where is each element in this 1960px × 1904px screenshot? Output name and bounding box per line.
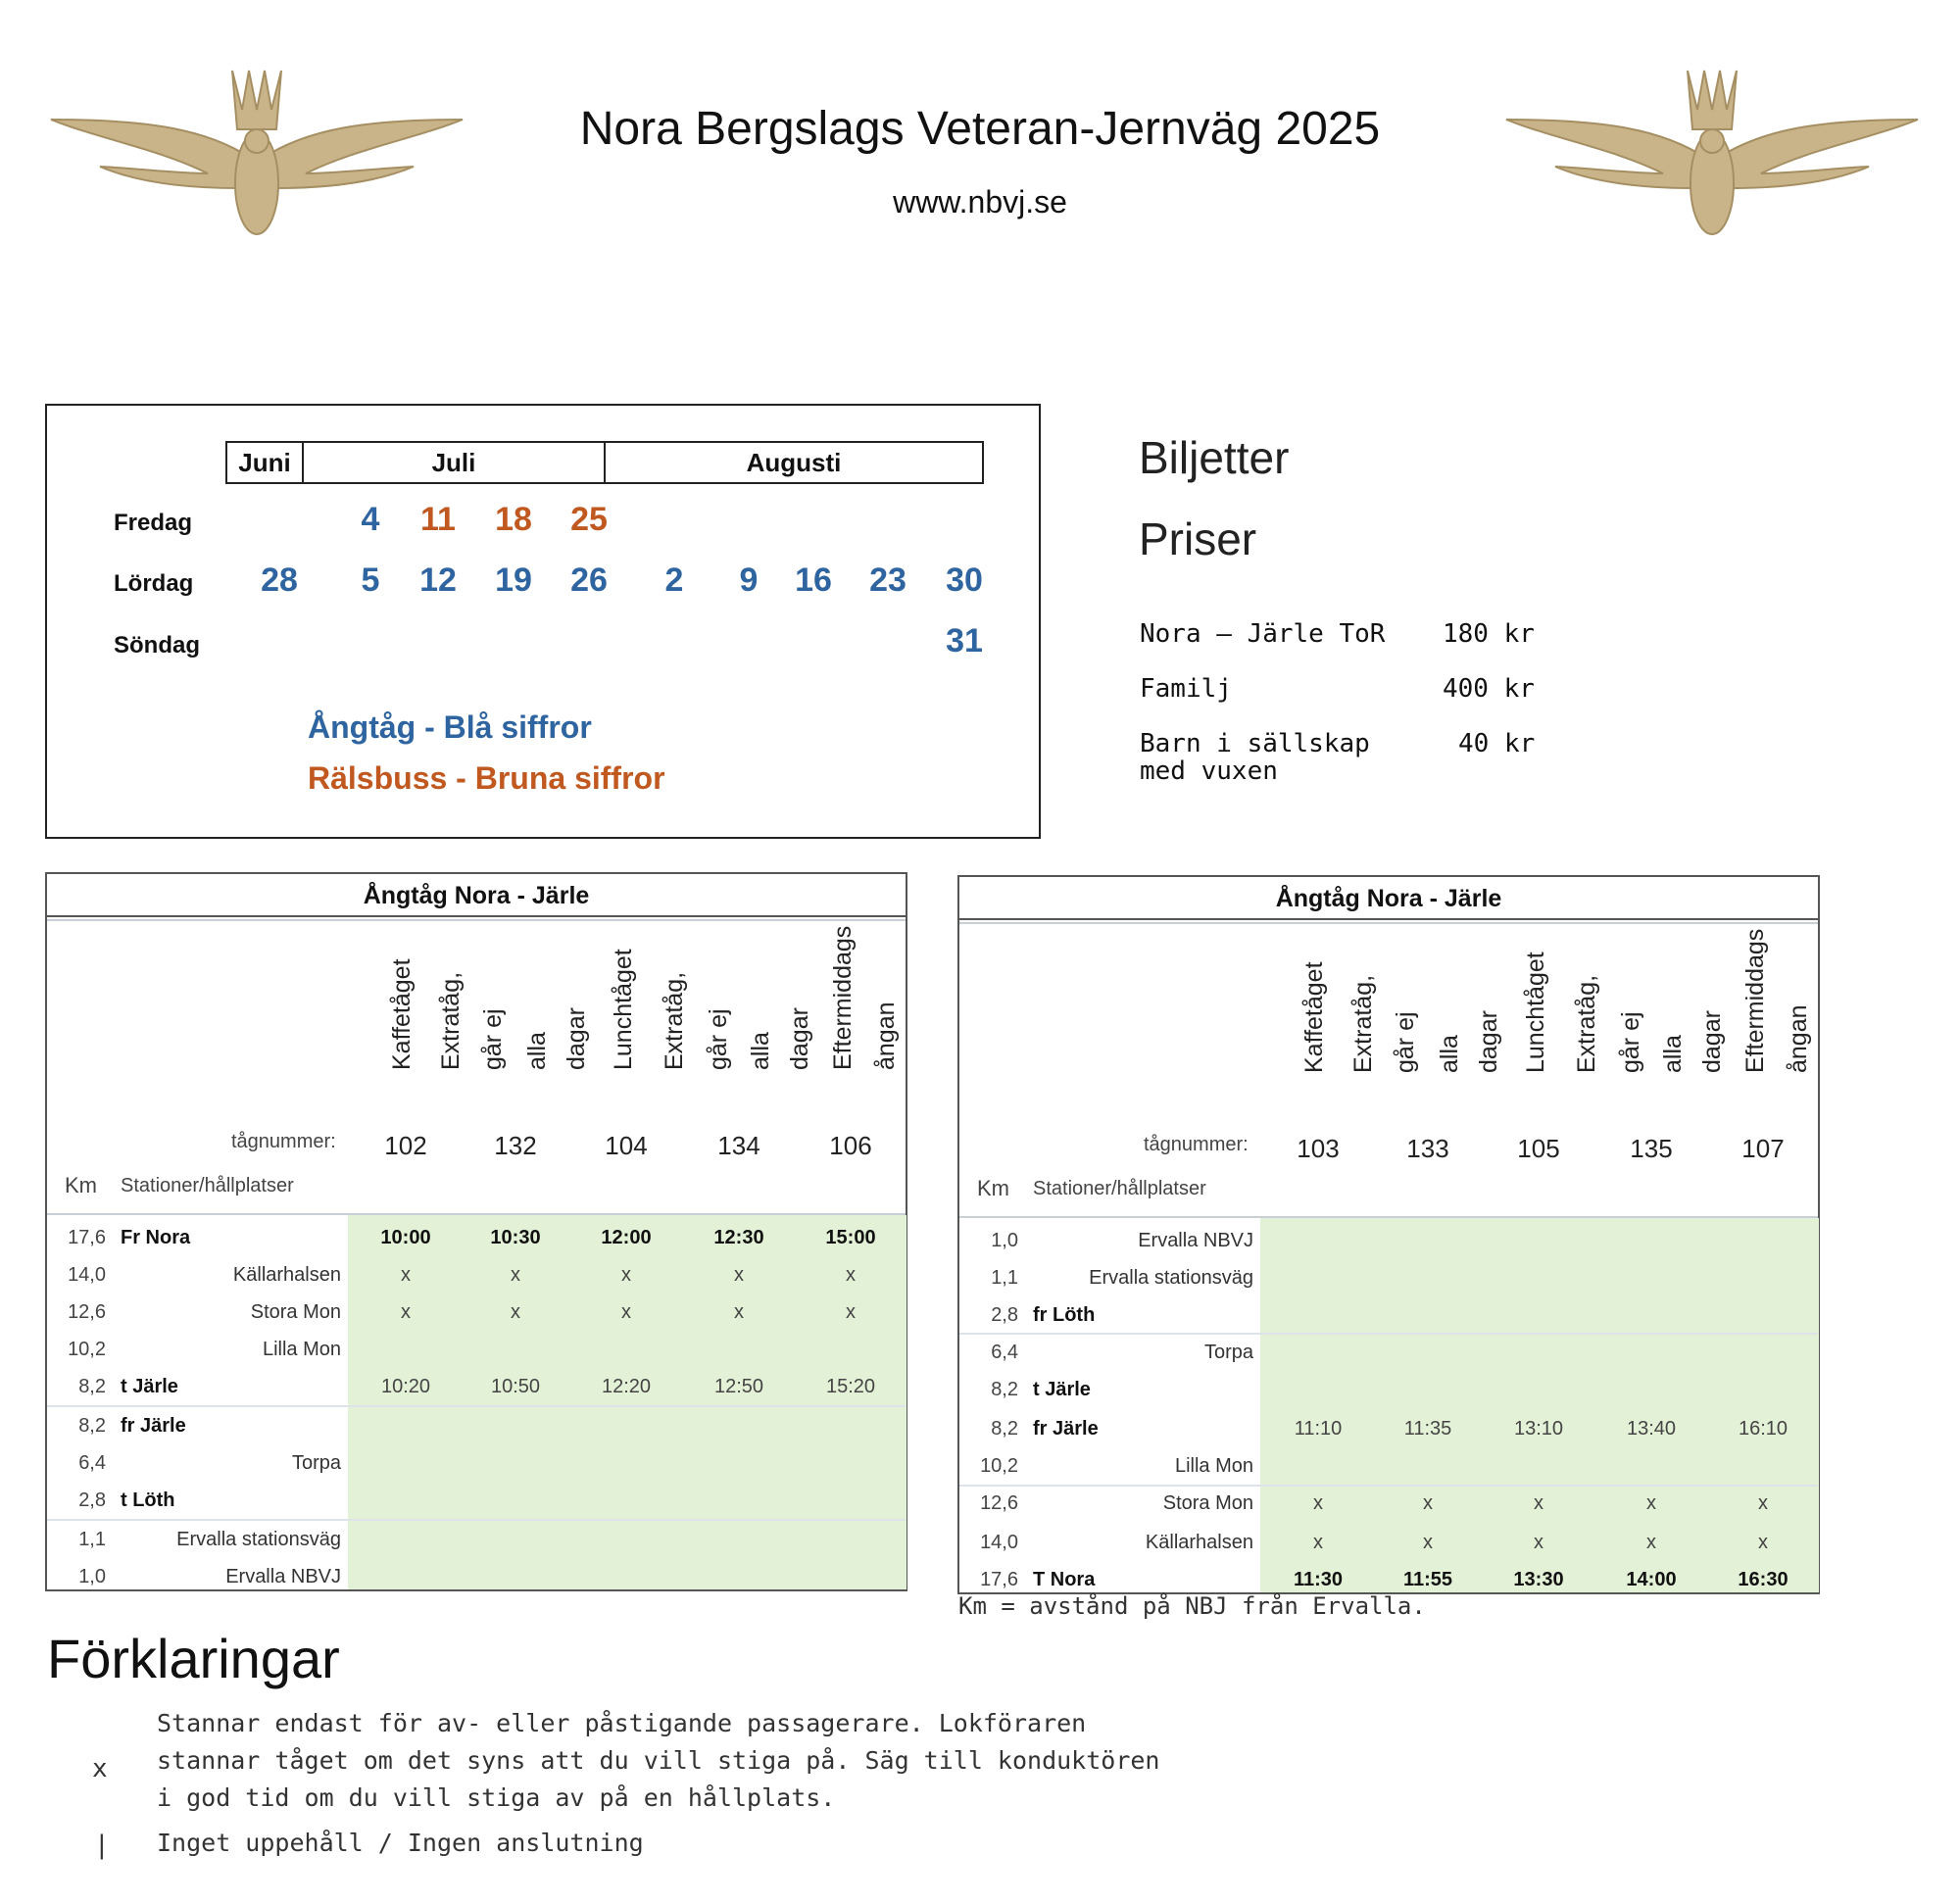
time-cell: x bbox=[1646, 1492, 1656, 1514]
station-name: Torpa bbox=[1203, 1342, 1253, 1363]
train-number: 102 bbox=[384, 1131, 427, 1160]
km-value: 14,0 bbox=[980, 1532, 1018, 1553]
time-cell: 11:55 bbox=[1402, 1569, 1453, 1590]
calendar-date: 31 bbox=[946, 622, 983, 659]
time-cell: x bbox=[1758, 1492, 1768, 1514]
calendar-date: 9 bbox=[739, 561, 759, 599]
column-header-text: Kaffetåget bbox=[1300, 961, 1328, 1073]
time-cell: 12:30 bbox=[713, 1227, 764, 1248]
time-cell: 11:35 bbox=[1403, 1418, 1452, 1440]
km-value: 8,2 bbox=[991, 1418, 1018, 1440]
column-header-text: alla bbox=[747, 1032, 774, 1070]
column-header-text: dagar bbox=[563, 1007, 590, 1070]
time-cell: x bbox=[401, 1264, 411, 1286]
page-title: Nora Bergslags Veteran-Jernväg 2025 bbox=[579, 103, 1381, 155]
km-value: 6,4 bbox=[991, 1342, 1018, 1363]
stations-header: Stationer/hållplatser bbox=[121, 1175, 294, 1196]
column-header-text: alla bbox=[1436, 1035, 1463, 1073]
km-value: 1,0 bbox=[78, 1566, 106, 1587]
column-header-text: går ej bbox=[1617, 1011, 1644, 1073]
station-name: fr Järle bbox=[121, 1415, 186, 1437]
km-value: 2,8 bbox=[78, 1489, 106, 1511]
column-header bbox=[705, 1008, 744, 1070]
time-cell: x bbox=[1423, 1492, 1433, 1514]
km-value: 12,6 bbox=[68, 1301, 106, 1323]
day-lordag: Lördag bbox=[114, 570, 194, 597]
price-label-barn-2: med vuxen bbox=[1140, 757, 1278, 786]
column-header bbox=[563, 1007, 602, 1070]
station-name: Ervalla stationsväg bbox=[1089, 1267, 1253, 1289]
explanations-heading: Förklaringar bbox=[47, 1628, 340, 1689]
time-cell: 15:00 bbox=[825, 1227, 876, 1248]
column-header bbox=[829, 925, 868, 1070]
column-header-text: ångan bbox=[1785, 1004, 1812, 1073]
explanation-x-text: Stannar endast för av- eller påstigande passagerare. Lokföraren stannar tåget om det syns att du vill stiga på. Säg till konduktören i god tid om du vill stiga av på en hållplats. bbox=[157, 1709, 1160, 1812]
symbol-x: x bbox=[92, 1754, 108, 1783]
timetable-title: Ångtåg Nora - Järle bbox=[47, 874, 906, 917]
time-cell: x bbox=[846, 1301, 856, 1323]
column-header-text: Lunchtåget bbox=[1522, 952, 1549, 1073]
column-header-text: Eftermiddags bbox=[829, 925, 857, 1070]
column-header bbox=[1436, 1034, 1475, 1073]
time-cell: 10:50 bbox=[490, 1376, 541, 1397]
group-divider bbox=[47, 1405, 906, 1407]
time-cell: x bbox=[621, 1264, 631, 1286]
km-value: 2,8 bbox=[991, 1304, 1018, 1326]
group-divider bbox=[959, 1333, 1818, 1335]
time-cell: 13:30 bbox=[1513, 1569, 1564, 1590]
day-fredag: Fredag bbox=[114, 510, 193, 536]
station-name: Lilla Mon bbox=[262, 1339, 341, 1360]
km-value: 8,2 bbox=[78, 1376, 106, 1397]
calendar-date: 4 bbox=[361, 501, 380, 538]
time-cell: 12:00 bbox=[601, 1227, 652, 1248]
column-header-text: Extratåg, bbox=[1573, 974, 1600, 1073]
timetable-title: Ångtåg Nora - Järle bbox=[959, 877, 1818, 920]
prices-heading: Priser bbox=[1139, 513, 1257, 564]
price-value-tor: 180 kr bbox=[1443, 619, 1535, 649]
train-number: 134 bbox=[717, 1131, 760, 1160]
time-cell: x bbox=[1758, 1532, 1768, 1553]
calendar-date: 30 bbox=[946, 561, 983, 599]
explanation-pipe-text: Inget uppehåll / Ingen anslutning bbox=[157, 1829, 644, 1857]
price-value-familj: 400 kr bbox=[1443, 674, 1535, 704]
column-header bbox=[661, 971, 700, 1070]
time-cell: 11:10 bbox=[1294, 1418, 1343, 1440]
km-header: Km bbox=[977, 1176, 1009, 1200]
calendar-date: 2 bbox=[664, 561, 684, 599]
group-divider bbox=[47, 1519, 906, 1521]
calendar-date: 25 bbox=[570, 501, 608, 538]
km-value: 10,2 bbox=[980, 1455, 1018, 1477]
station-name: Ervalla NBVJ bbox=[1138, 1230, 1253, 1251]
train-number: 133 bbox=[1406, 1134, 1449, 1163]
km-value: 8,2 bbox=[991, 1379, 1018, 1400]
km-value: 8,2 bbox=[78, 1415, 106, 1437]
column-header-text: går ej bbox=[705, 1008, 732, 1070]
train-number: 132 bbox=[494, 1131, 537, 1160]
time-cell: x bbox=[1423, 1532, 1433, 1553]
station-name: Torpa bbox=[291, 1452, 341, 1474]
km-value: 17,6 bbox=[980, 1569, 1018, 1590]
train-number: 107 bbox=[1741, 1134, 1785, 1163]
km-value: 1,1 bbox=[78, 1529, 106, 1550]
column-header bbox=[1573, 974, 1612, 1073]
group-divider bbox=[959, 1485, 1818, 1487]
column-header-text: dagar bbox=[1698, 1010, 1726, 1073]
station-name: Stora Mon bbox=[250, 1301, 341, 1323]
km-value: 1,1 bbox=[991, 1267, 1018, 1289]
column-header-text: alla bbox=[1659, 1035, 1687, 1073]
time-cell: x bbox=[1313, 1532, 1323, 1553]
station-name: t Järle bbox=[121, 1376, 178, 1397]
stations-header: Stationer/hållplatser bbox=[1033, 1178, 1206, 1199]
column-header bbox=[610, 949, 649, 1070]
km-footnote: Km = avstånd på NBJ från Ervalla. bbox=[958, 1592, 1426, 1620]
column-header-text: Extratåg, bbox=[661, 971, 688, 1070]
km-value: 14,0 bbox=[68, 1264, 106, 1286]
month-juni: Juni bbox=[225, 441, 304, 484]
header-divider bbox=[47, 919, 906, 921]
time-cell: 16:10 bbox=[1738, 1418, 1788, 1440]
column-header-text: går ej bbox=[479, 1008, 507, 1070]
price-label-tor: Nora – Järle ToR bbox=[1140, 619, 1386, 649]
calendar-date: 28 bbox=[261, 561, 298, 599]
km-value: 17,6 bbox=[68, 1227, 106, 1248]
station-name: t Järle bbox=[1033, 1379, 1091, 1400]
column-header-text: Extratåg, bbox=[1349, 974, 1377, 1073]
time-cell: 11:30 bbox=[1293, 1569, 1344, 1590]
station-name: t Löth bbox=[121, 1489, 175, 1511]
column-header bbox=[747, 1031, 786, 1070]
time-cell: x bbox=[1313, 1492, 1323, 1514]
tagnummer-label: tågnummer: bbox=[231, 1131, 336, 1152]
column-header bbox=[1522, 952, 1561, 1073]
column-header bbox=[1392, 1011, 1431, 1073]
station-name: T Nora bbox=[1033, 1569, 1096, 1590]
column-header bbox=[479, 1008, 518, 1070]
station-name: Ervalla NBVJ bbox=[225, 1566, 341, 1587]
km-value: 6,4 bbox=[78, 1452, 106, 1474]
calendar-date: 23 bbox=[869, 561, 906, 599]
calendar-date: 19 bbox=[495, 561, 532, 599]
time-cell: 10:30 bbox=[490, 1227, 541, 1248]
column-header bbox=[1698, 1010, 1738, 1073]
column-header-text: Extratåg, bbox=[437, 971, 465, 1070]
time-cell: x bbox=[734, 1264, 744, 1286]
station-name: Ervalla stationsväg bbox=[176, 1529, 341, 1550]
calendar-date: 5 bbox=[361, 561, 380, 599]
column-header bbox=[1475, 1010, 1514, 1073]
time-cell: x bbox=[1534, 1492, 1544, 1514]
km-value: 12,6 bbox=[980, 1492, 1018, 1514]
symbol-pipe: | bbox=[94, 1831, 110, 1860]
station-name: Källarhalsen bbox=[1145, 1532, 1253, 1553]
time-cell: x bbox=[1646, 1532, 1656, 1553]
header-divider bbox=[959, 922, 1818, 924]
time-cell: 14:00 bbox=[1626, 1569, 1677, 1590]
train-number: 106 bbox=[829, 1131, 872, 1160]
day-sondag: Söndag bbox=[114, 632, 200, 659]
calendar-date: 12 bbox=[419, 561, 457, 599]
calendar-date: 11 bbox=[420, 501, 456, 538]
time-cell: 12:20 bbox=[601, 1376, 652, 1397]
train-number: 104 bbox=[605, 1131, 648, 1160]
calendar-date: 16 bbox=[795, 561, 832, 599]
column-header-text: Kaffetåget bbox=[388, 958, 416, 1070]
train-number: 105 bbox=[1517, 1134, 1560, 1163]
price-label-barn: Barn i sällskap bbox=[1140, 729, 1370, 758]
calendar-box bbox=[45, 404, 1041, 839]
column-header bbox=[388, 958, 427, 1070]
station-name: Lilla Mon bbox=[1174, 1455, 1253, 1477]
column-header bbox=[1741, 928, 1781, 1073]
time-cell: x bbox=[1534, 1532, 1544, 1553]
column-header bbox=[1785, 1004, 1824, 1073]
timetable-return bbox=[957, 875, 1820, 1594]
time-cell: x bbox=[511, 1301, 520, 1323]
column-header bbox=[1300, 961, 1340, 1073]
column-header-text: dagar bbox=[1475, 1010, 1502, 1073]
column-header-text: alla bbox=[523, 1032, 551, 1070]
km-value: 10,2 bbox=[68, 1339, 106, 1360]
time-cell: x bbox=[734, 1301, 744, 1323]
time-cell: 16:30 bbox=[1738, 1569, 1788, 1590]
station-name: Stora Mon bbox=[1162, 1492, 1253, 1514]
time-cell: 13:10 bbox=[1513, 1418, 1564, 1440]
column-header-text: Lunchtåget bbox=[610, 949, 637, 1070]
time-cell: x bbox=[401, 1301, 411, 1323]
time-cell: 13:40 bbox=[1626, 1418, 1677, 1440]
price-value-barn: 40 kr bbox=[1458, 729, 1536, 758]
tickets-heading: Biljetter bbox=[1139, 432, 1290, 483]
column-header-text: ångan bbox=[872, 1001, 900, 1070]
legend-railbus: Rälsbuss - Bruna siffror bbox=[308, 760, 665, 796]
column-header bbox=[1349, 974, 1389, 1073]
train-number: 135 bbox=[1630, 1134, 1673, 1163]
column-header bbox=[523, 1031, 563, 1070]
calendar-date: 26 bbox=[570, 561, 608, 599]
time-cell: 10:20 bbox=[380, 1376, 431, 1397]
price-label-familj: Familj bbox=[1140, 674, 1232, 704]
legend-steam: Ångtåg - Blå siffror bbox=[308, 709, 592, 745]
column-header bbox=[1659, 1034, 1698, 1073]
station-name: Fr Nora bbox=[121, 1227, 191, 1248]
month-augusti: Augusti bbox=[604, 441, 984, 484]
station-name: fr Järle bbox=[1033, 1418, 1099, 1440]
column-header bbox=[786, 1007, 825, 1070]
timetable-outbound bbox=[45, 872, 907, 1591]
train-number: 103 bbox=[1297, 1134, 1340, 1163]
time-cell: 12:50 bbox=[713, 1376, 764, 1397]
station-name: fr Löth bbox=[1033, 1304, 1096, 1326]
time-cell: 10:00 bbox=[380, 1227, 431, 1248]
column-header-text: dagar bbox=[786, 1007, 813, 1070]
tagnummer-label: tågnummer: bbox=[1144, 1134, 1249, 1155]
km-value: 1,0 bbox=[991, 1230, 1018, 1251]
month-juli: Juli bbox=[302, 441, 606, 484]
time-cell: 15:20 bbox=[825, 1376, 876, 1397]
time-cell: x bbox=[511, 1264, 520, 1286]
time-cell: x bbox=[621, 1301, 631, 1323]
station-name: Källarhalsen bbox=[232, 1264, 341, 1286]
time-cell: x bbox=[846, 1264, 856, 1286]
website-url: www.nbvj.se bbox=[893, 184, 1067, 220]
column-header bbox=[437, 971, 476, 1070]
column-header-text: Eftermiddags bbox=[1741, 928, 1769, 1073]
calendar-date: 18 bbox=[495, 501, 532, 538]
column-header bbox=[1617, 1011, 1656, 1073]
column-header-text: går ej bbox=[1392, 1011, 1419, 1073]
km-header: Km bbox=[65, 1173, 97, 1197]
column-header bbox=[872, 1001, 911, 1070]
